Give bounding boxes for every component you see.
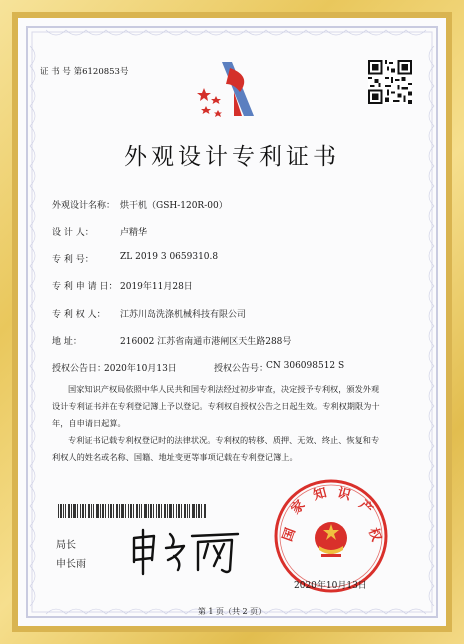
record-paragraph-line: 利权人的姓名或名称、国籍、地址变更等事项记载在专利登记簿上。: [52, 452, 298, 462]
page-footer: 第 1 页（共 2 页）: [197, 607, 267, 616]
grant-paragraph: [52, 381, 422, 466]
certificate-paper: [18, 18, 446, 626]
certificate-number: 证 书 号 第6120853号: [40, 67, 129, 77]
svg-text:识: 识: [335, 485, 353, 504]
design-name-value: 烘干机（GSH-120R-00）: [120, 201, 228, 211]
grant-number-value: CN 306098512 S: [266, 361, 345, 371]
grant-date-value: 2020年10月13日: [104, 364, 177, 374]
design-name-label: 外观设计名称：: [52, 201, 116, 211]
director-title: 局长: [56, 540, 76, 551]
official-seal-icon: [273, 478, 389, 594]
grant-paragraph-line: 设计专利证书并在专利登记簿上予以登记。专利权自授权公告之日起生效。专利权期限为十: [52, 401, 380, 411]
svg-text:权: 权: [365, 526, 384, 544]
patentee-value: 江苏川岛洗涤机械科技有限公司: [120, 310, 247, 320]
address-value: 216002 江苏省南通市港闸区天生路288号: [120, 337, 292, 347]
svg-text:家: 家: [288, 497, 309, 518]
qr-code-icon: [368, 60, 412, 104]
cnipa-logo-icon: [194, 58, 262, 120]
svg-text:知: 知: [311, 485, 329, 504]
seal-date: 2020年10月13日: [294, 581, 367, 591]
svg-text:产: 产: [355, 497, 376, 518]
director-name: 申长雨: [56, 559, 86, 570]
address-label: 地 址：: [52, 337, 82, 347]
application-date-label: 专 利 申 请 日：: [52, 282, 118, 292]
patent-number-label: 专 利 号：: [52, 255, 94, 265]
svg-text:国: 国: [280, 526, 299, 544]
record-paragraph-line: 专利证书记载专利权登记时的法律状况。专利权的转移、质押、无效、终止、恢复和专: [68, 435, 380, 445]
application-date-value: 2019年11月28日: [120, 282, 193, 292]
patent-number-value: ZL 2019 3 0659310.8: [120, 252, 219, 262]
grant-date-label: 授权公告日：: [52, 364, 107, 374]
certificate-title: 外观设计专利证书: [124, 144, 340, 170]
grant-paragraph-line: 国家知识产权局依照中华人民共和国专利法经过初步审查，决定授予专利权，颁发外观: [68, 384, 380, 394]
grant-paragraph-line: 年，自申请日起算。: [52, 418, 126, 428]
designer-value: 卢精华: [120, 228, 148, 238]
patentee-label: 专 利 权 人：: [52, 310, 106, 320]
designer-label: 设 计 人：: [52, 228, 94, 238]
director-signature: [128, 526, 246, 578]
grant-number-label: 授权公告号：: [214, 364, 269, 374]
barcode-icon: [58, 504, 206, 518]
